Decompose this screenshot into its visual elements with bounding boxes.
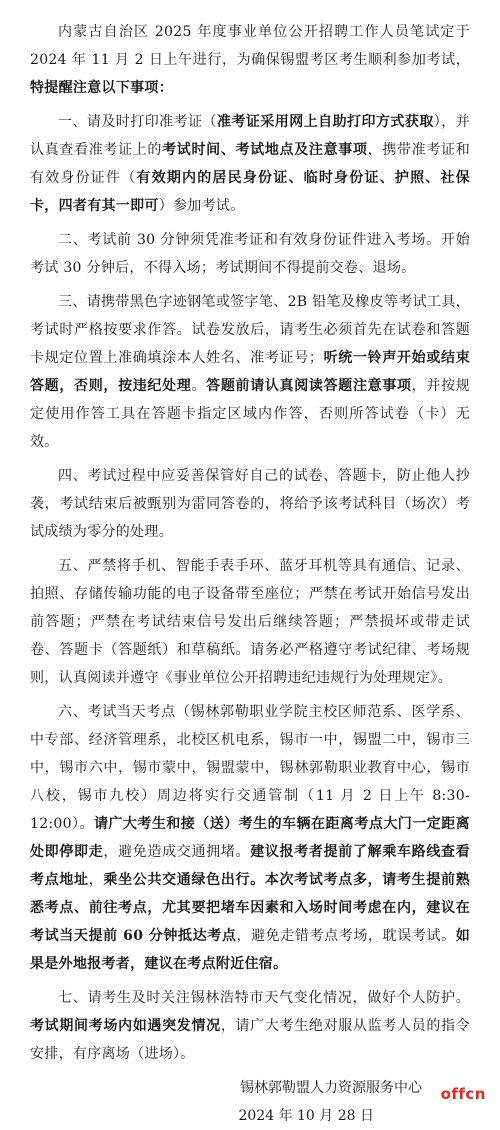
issue-date: 2024 年 10 月 28 日	[238, 1108, 374, 1124]
emphasis-text: 如果是外地报考者，建议在考点附近住宿。	[30, 928, 471, 972]
body-text: 。	[191, 378, 207, 394]
body-text: 内蒙古自治区 2025 年度事业单位公开招聘工作人员笔试定于 2024 年 11 月 2 日上午进行，为确保锡盟考区考生顺利参加考试，	[30, 24, 470, 68]
issuer-signature: 锡林郭勒盟人力资源服务中心	[240, 1080, 422, 1096]
body-text: 五、严禁将手机、智能手表手环、蓝牙耳机等具有通信、记录、拍照、存储传输功能的电子设备带至座位；严禁在考试开始信号发出前答题；严禁在考试结束信号发出后继续答题；严禁损坏或带走试卷、答题卡（答题纸）和草稿纸。请务必严格遵守考试纪律、考场规则，认真阅读并遵守《事业单位公开招聘违纪违规行为处理规定》。	[30, 558, 470, 686]
body-text: ，	[88, 872, 104, 888]
notice-item-5	[30, 552, 470, 692]
notice-items	[30, 108, 470, 1068]
offcn-watermark-logo: offcn	[440, 1085, 486, 1103]
emphasis-text: 有效期内的居民身份证、临时身份证、护照、社保卡，四者有其一即可	[30, 170, 470, 214]
body-text: 二、考试前 30 分钟须凭准考证和有效身份证件进入考场。开始考试 30 分钟后，不得入场；考试期间不得提前交卷、退场。	[30, 232, 470, 276]
emphasis-text: 特提醒注意以下事项：	[30, 80, 173, 96]
intro-paragraph	[30, 18, 470, 102]
body-text: 七、请考生及时关注锡林浩特市天气变化情况，做好个人防护。	[58, 990, 470, 1006]
body-text: 一、请及时打印准考证（	[58, 114, 217, 130]
body-text: ，携带准考证和有效身份证件（	[30, 142, 470, 186]
emphasis-text: 听统一铃声开始或结束答题，否则，按违纪处理	[30, 350, 471, 394]
body-text: ，请广大考生绝对服从监考人员的指令安排，有序离场（进场）。	[30, 1018, 470, 1062]
body-text: 四、考试过程中应妥善保管好自己的试卷、答题卡，防止他人抄袭，考试结束后被甄别为雷同答卷的，将给予该考试科目（场次）考试成绩为零分的处理。	[30, 468, 470, 540]
body-text: ），并认真查看准考证上的	[30, 114, 470, 158]
emphasis-text: 答题前请认真阅读答题注意事项	[206, 378, 412, 394]
body-text: 六、考试当天考点（锡林郭勒职业学院主校区师范系、医学系、中专部、经济管理系，北校区机电系，锡市一中，锡盟二中，锡市三中，锡市六中，锡市蒙中，锡盟蒙中，锡林郭勒职业教育中心，锡市八校，锡市九校）周边将实行交通管制（11 月 2 日上午 8:30-12:00）。	[30, 704, 470, 832]
emphasis-text: 请广大考生和接（送）考生的车辆在距离考点大门一定距离处即停即走	[30, 816, 470, 860]
emphasis-text: 考试期间考场内如遇突发情况	[30, 1018, 221, 1034]
emphasis-text: 考试时间、考试地点及注意事项	[162, 142, 368, 158]
notice-item-1	[30, 108, 470, 220]
notice-item-3	[30, 288, 470, 456]
notice-item-4	[30, 462, 470, 546]
emphasis-text: 建议报考者提前了解乘车路线查看考点地址	[30, 844, 471, 888]
body-text: ，并按规定使用作答工具在答题卡指定区域内作答，否则所答试卷（卡）无效。	[30, 378, 470, 450]
notice-item-6	[30, 698, 470, 978]
body-text: ，避免走错考点考场，耽误考试。	[236, 928, 456, 944]
emphasis-text: 乘坐公共交通绿色出行。本次考试考点多，请考生提前熟悉考点、前往考点，尤其要把堵车因素和入场时间考虑在内，建议在考试当天提前 60 分钟抵达考点	[30, 872, 470, 944]
body-text: ，避免造成交通拥堵。	[103, 844, 251, 860]
emphasis-text: 准考证采用网上自助打印方式获取	[216, 114, 434, 130]
notice-item-2	[30, 226, 470, 282]
body-text: 三、请携带黑色字迹钢笔或签字笔、2B 铅笔及橡皮等考试工具，考试时严格按要求作答。试卷发放后，请考生必须首先在试卷和答题卡规定位置上准确填涂本人姓名、准考证号；	[30, 294, 470, 366]
body-text: ）参加考试。	[158, 198, 245, 214]
notice-item-7	[30, 984, 470, 1068]
